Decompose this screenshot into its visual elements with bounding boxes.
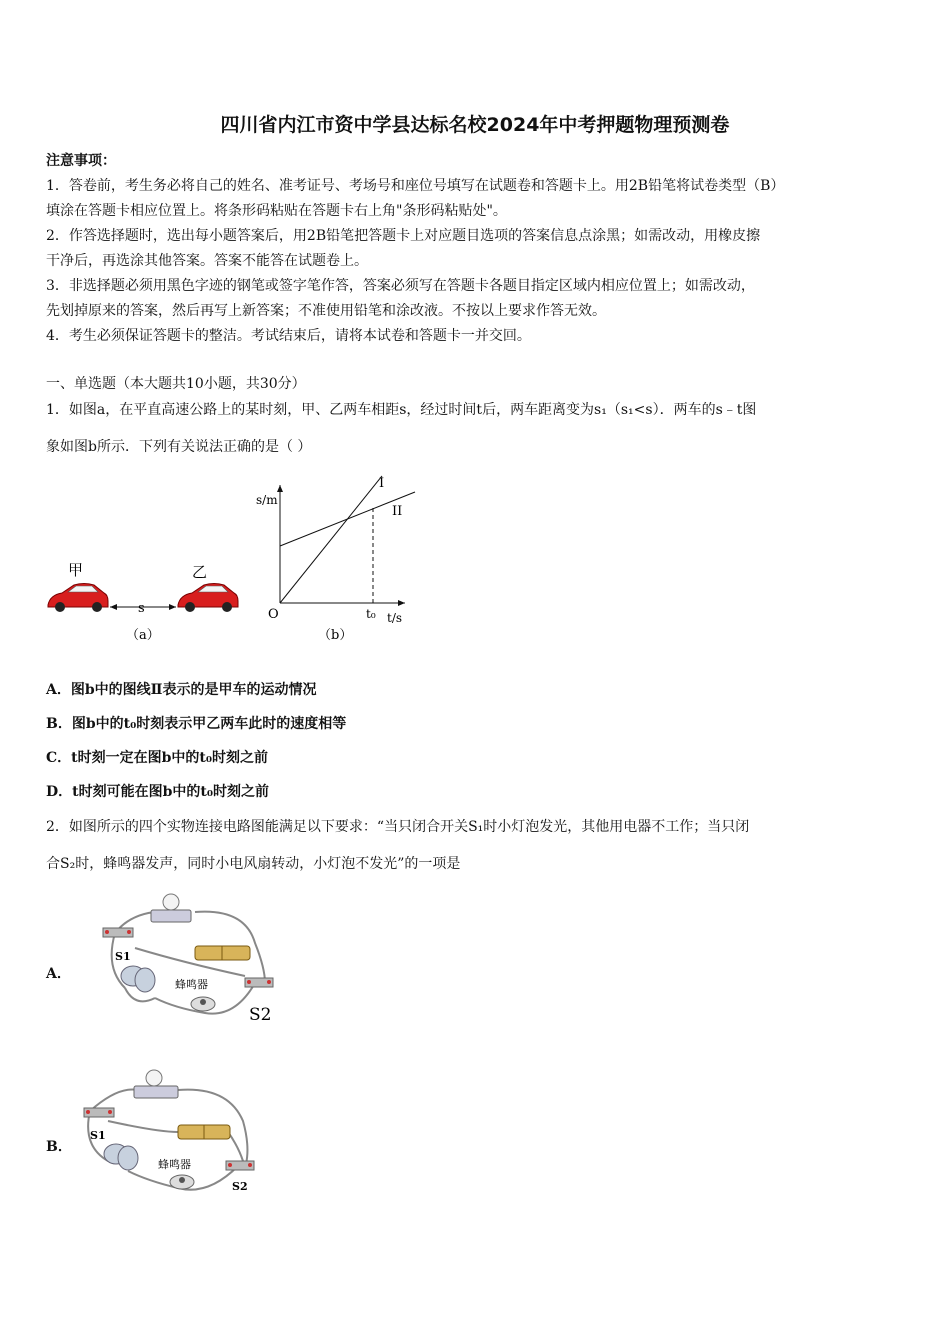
option-a[interactable]: A．图b中的图线Ⅱ表示的是甲车的运动情况 [46, 682, 317, 698]
buzzer-icon [191, 997, 215, 1011]
x-axis-label: t/s [387, 611, 403, 625]
line-I-label: I [379, 476, 385, 491]
question-2-text: 2．如图所示的四个实物连接电路图能满足以下要求：“当只闭合开关S₁时小灯泡发光，其他用电器不工作；当只闭 [46, 819, 750, 835]
bulb-icon [134, 1070, 178, 1098]
battery-icon [195, 946, 250, 960]
option-a-label[interactable]: A． [46, 966, 71, 982]
car-b-label: 乙 [192, 563, 208, 581]
circuit-a [95, 888, 285, 1028]
notice-heading: 注意事项： [46, 153, 116, 169]
bulb-icon [151, 894, 191, 922]
distance-label: s [138, 601, 145, 616]
car-a-icon [48, 584, 108, 613]
option-d[interactable]: D．t时刻可能在图b中的t₀时刻之前 [46, 784, 269, 800]
fan-icon [104, 1144, 138, 1170]
question-1-text: 象如图b所示．下列有关说法正确的是（ ） [46, 439, 312, 455]
notice-line: 干净后，再选涂其他答案。答案不能答在试题卷上。 [46, 253, 368, 269]
switch-s1-label: S1 [90, 1129, 106, 1142]
switch-s2-icon [245, 978, 273, 987]
battery-icon [178, 1125, 230, 1139]
option-b-label[interactable]: B． [46, 1139, 72, 1155]
switch-s1-label: S1 [115, 950, 131, 963]
notice-line: 先划掉原来的答案，然后再写上新答案；不准使用铅笔和涂改液。不按以上要求作答无效。 [46, 303, 606, 319]
notice-line: 填涂在答题卡相应位置上。将条形码粘贴在答题卡右上角"条形码粘贴处"。 [46, 203, 507, 219]
circuit-b [78, 1066, 268, 1201]
page-title: 四川省内江市资中学县达标名校2024年中考押题物理预测卷 [220, 114, 730, 136]
buzzer-icon [170, 1175, 194, 1189]
switch-s2-label: S2 [249, 1005, 272, 1025]
option-b[interactable]: B．图b中的t₀时刻表示甲乙两车此时的速度相等 [46, 716, 347, 732]
question-2-text: 合S₂时，蜂鸣器发声，同时小电风扇转动，小灯泡不发光”的一项是 [46, 856, 461, 872]
t0-label: t₀ [366, 607, 376, 621]
section-heading: 一、单选题（本大题共10小题，共30分） [46, 376, 306, 392]
switch-s1-icon [84, 1108, 114, 1117]
caption-b: （b） [318, 628, 353, 643]
origin-label: O [268, 607, 279, 622]
notice-line: 4．考生必须保证答题卡的整洁。考试结束后，请将本试卷和答题卡一并交回。 [46, 328, 531, 344]
buzzer-label: 蜂鸣器 [175, 978, 208, 991]
line-II-label: II [392, 504, 403, 519]
figure-a-cars [40, 555, 250, 650]
caption-a: （a） [126, 628, 160, 643]
figure-b-st-graph [250, 470, 430, 650]
y-axis-label: s/m [256, 493, 278, 507]
car-a-label: 甲 [68, 561, 84, 579]
notice-line: 1．答卷前，考生务必将自己的姓名、准考证号、考场号和座位号填写在试题卷和答题卡上。用2B铅笔将试卷类型（B） [46, 178, 785, 194]
buzzer-label: 蜂鸣器 [158, 1158, 191, 1171]
option-c[interactable]: C．t时刻一定在图b中的t₀时刻之前 [46, 750, 268, 766]
notice-line: 2．作答选择题时，选出每小题答案后，用2B铅笔把答题卡上对应题目选项的答案信息点涂黑；如需改动，用橡皮擦 [46, 228, 761, 244]
car-b-icon [178, 584, 238, 613]
switch-s2-label: S2 [232, 1180, 248, 1193]
notice-line: 3．非选择题必须用黑色字迹的钢笔或签字笔作答，答案必须写在答题卡各题目指定区域内相应位置上；如需改动， [46, 278, 755, 294]
graph-line-II [280, 492, 415, 546]
switch-s1-icon [103, 928, 133, 937]
switch-s2-icon [226, 1161, 254, 1170]
question-1-text: 1．如图a，在平直高速公路上的某时刻，甲、乙两车相距s，经过时间t后，两车距离变为s₁（s₁<s）．两车的s﹣t图 [46, 402, 757, 418]
